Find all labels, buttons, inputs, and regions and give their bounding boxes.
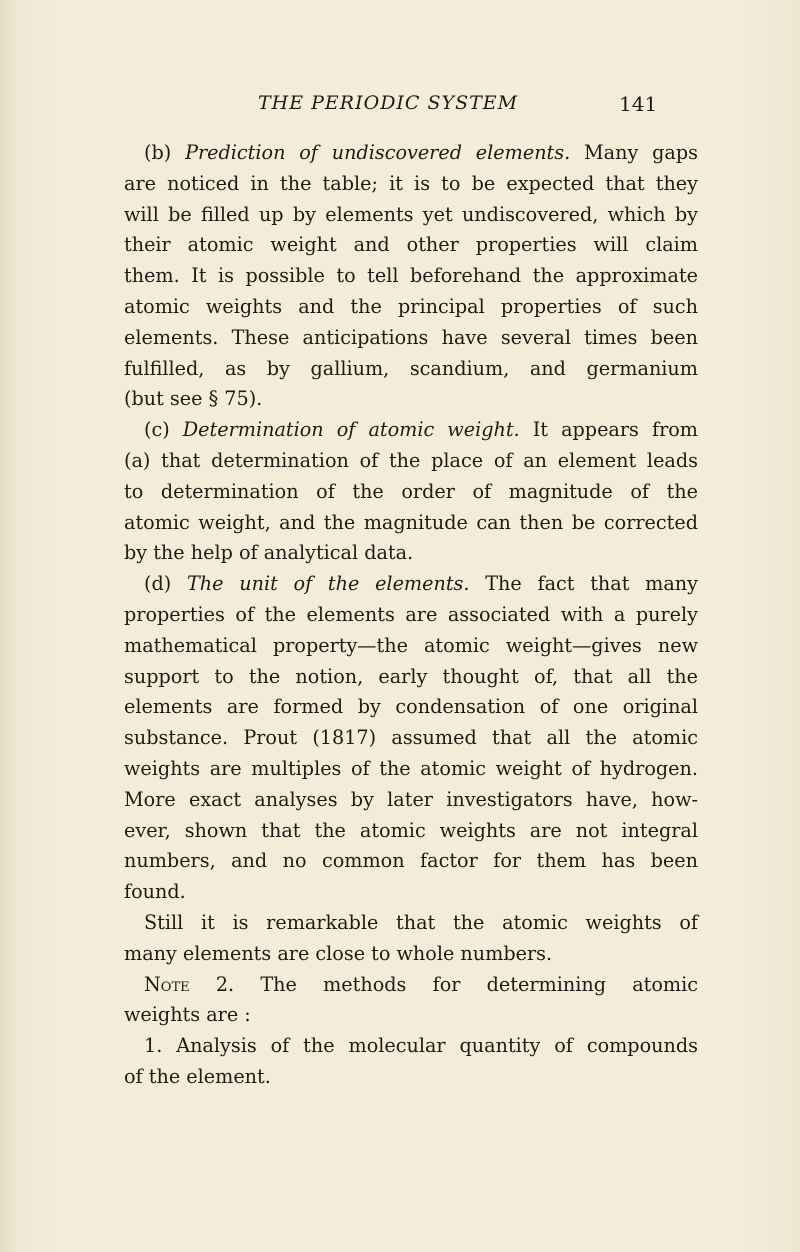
text-line [124, 384, 698, 415]
text-line [124, 939, 698, 970]
page-header [0, 92, 800, 122]
line-text: elements. These anticipations have several times been [124, 325, 698, 349]
line-text: to determination of the order of magnitude of the [124, 479, 698, 503]
text-line [124, 169, 698, 200]
section-label: (d) [144, 572, 172, 596]
text-line [124, 846, 698, 877]
text-line [124, 662, 698, 693]
text-line [124, 538, 698, 569]
line-text: will be filled up by elements yet undiscovered, which by [124, 202, 698, 226]
section-heading: The unit of the elements. [187, 572, 470, 596]
body-text [124, 138, 698, 1093]
line-text: their atomic weight and other properties will claim [124, 233, 698, 257]
text-line [124, 970, 698, 1001]
line-text: by the help of analytical data. [124, 541, 414, 565]
line-text: fulfilled, as by gallium, scandium, and germanium [124, 356, 698, 380]
page-number: 141 [619, 92, 658, 116]
text-line [124, 816, 698, 847]
text-line [124, 477, 698, 508]
line-text: More exact analyses by later investigators have, how- [124, 787, 698, 811]
line-text: found. [124, 880, 186, 904]
line-text: support to the notion, early thought of, that all the [124, 664, 698, 688]
text-line [124, 230, 698, 261]
line-text: (but see § 75). [124, 387, 263, 411]
text-line [124, 692, 698, 723]
text-line [124, 446, 698, 477]
text-line [124, 754, 698, 785]
text-line [124, 908, 698, 939]
section-heading: Determination of atomic weight. [182, 418, 520, 442]
text-line [124, 261, 698, 292]
note-label: Note [144, 972, 190, 996]
line-text: mathematical property—the atomic weight—gives new [124, 633, 698, 657]
section-label: (b) [144, 141, 172, 164]
line-text: weights are multiples of the atomic weight of hydrogen. [124, 756, 698, 780]
text-line [124, 600, 698, 631]
text-line [124, 877, 698, 908]
text-line [124, 508, 698, 539]
line-text: The fact that many [469, 572, 698, 596]
text-line [124, 1000, 698, 1031]
running-head: THE PERIODIC SYSTEM [258, 92, 519, 114]
text-line [124, 1062, 698, 1093]
text-line [124, 631, 698, 662]
line-text: properties of the elements are associated with a purely [124, 602, 698, 626]
section-heading: Prediction of undiscovered elements. [185, 141, 571, 164]
text-line [124, 323, 698, 354]
line-text: numbers, and no common factor for them has been [124, 849, 698, 873]
line-text: ever, shown that the atomic weights are not integral [124, 818, 698, 842]
text-line [124, 354, 698, 385]
section-label: (c) [144, 418, 170, 442]
text-line [124, 138, 698, 169]
line-text: 1. Analysis of the molecular quantity of compounds [144, 1034, 698, 1058]
line-text: It appears from [519, 418, 698, 442]
text-line [124, 1031, 698, 1062]
text-line [124, 292, 698, 323]
line-text: Still it is remarkable that the atomic weights of [144, 910, 698, 934]
line-text: weights are : [124, 1003, 251, 1027]
line-text: them. It is possible to tell beforehand the approximate [124, 264, 698, 288]
line-text: atomic weights and the principal properties of such [124, 294, 698, 318]
line-text: are noticed in the table; it is to be expected that they [124, 171, 698, 195]
line-text: Many gaps [570, 141, 698, 164]
line-text: substance. Prout (1817) assumed that all the atomic [124, 726, 698, 750]
line-text: elements are formed by condensation of one original [124, 695, 698, 719]
line-text: atomic weight, and the magnitude can then be corrected [124, 510, 698, 534]
line-text: of the element. [124, 1064, 271, 1088]
text-line [124, 415, 698, 446]
line-text: (a) that determination of the place of an element leads [124, 448, 698, 472]
text-line [124, 785, 698, 816]
line-text: 2. The methods for determining atomic [189, 972, 698, 996]
text-line [124, 723, 698, 754]
text-line [124, 569, 698, 600]
text-line [124, 200, 698, 231]
line-text: many elements are close to whole numbers. [124, 941, 553, 965]
